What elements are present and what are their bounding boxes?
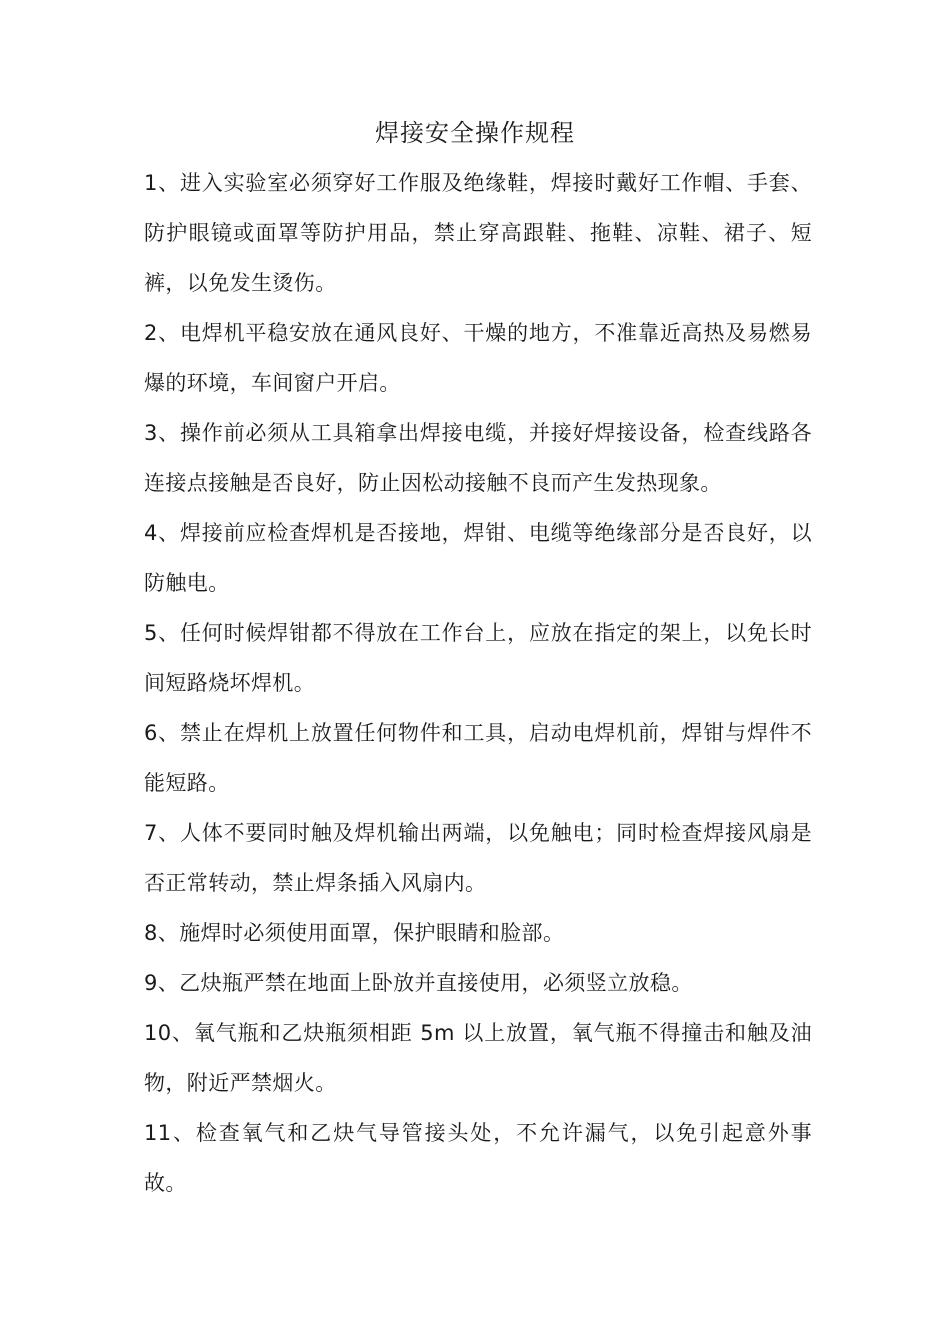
rule-item-7: 7、人体不要同时触及焊机输出两端，以免触电；同时检查焊接风扇是否正常转动，禁止焊条插入风扇内。 [144,821,812,895]
document-title: 焊接安全操作规程 [375,119,575,147]
rule-item-3: 3、操作前必须从工具箱拿出焊接电缆，并接好焊接设备，检查线路各连接点接触是否良好，防止因松动接触不良而产生发热现象。 [144,421,812,495]
rule-item-9: 9、乙炔瓶严禁在地面上卧放并直接使用，必须竖立放稳。 [144,971,693,995]
rule-item-6: 6、禁止在焊机上放置任何物件和工具，启动电焊机前，焊钳与焊件不能短路。 [144,721,812,795]
rule-item-8: 8、施焊时必须使用面罩，保护眼睛和脸部。 [144,921,565,945]
rule-item-10: 10、氧气瓶和乙炔瓶须相距 5m 以上放置，氧气瓶不得撞击和触及油物，附近严禁烟火。 [144,1021,812,1095]
rule-item-5: 5、任何时候焊钳都不得放在工作台上，应放在指定的架上，以免长时间短路烧坏焊机。 [144,621,812,695]
rule-list [144,158,812,1208]
rule-item-2: 2、电焊机平稳安放在通风良好、干燥的地方，不准靠近高热及易燃易爆的环境，车间窗户开启。 [144,321,812,395]
rule-item-11: 11、检查氧气和乙炔气导管接头处，不允许漏气，以免引起意外事故。 [144,1121,812,1195]
rule-item-1: 1、进入实验室必须穿好工作服及绝缘鞋，焊接时戴好工作帽、手套、防护眼镜或面罩等防护用品，禁止穿高跟鞋、拖鞋、凉鞋、裙子、短裤，以免发生烫伤。 [144,171,812,295]
rule-item-4: 4、焊接前应检查焊机是否接地，焊钳、电缆等绝缘部分是否良好，以防触电。 [144,521,812,595]
